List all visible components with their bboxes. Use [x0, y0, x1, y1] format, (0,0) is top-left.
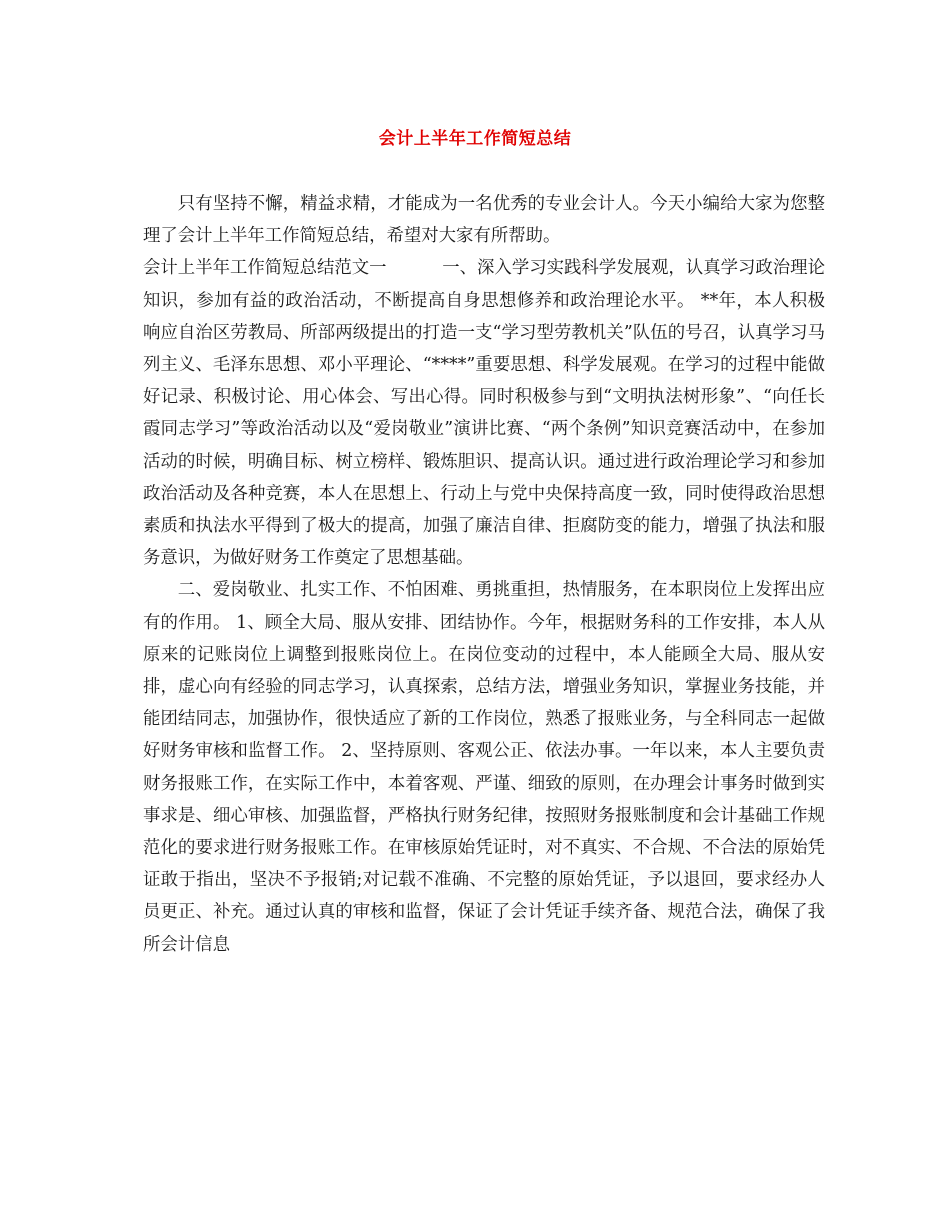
document-title: 会计上半年工作简短总结: [378, 129, 572, 149]
section-label: 会计上半年工作简短总结范文一: [143, 258, 387, 279]
intro-paragraph: 只有坚持不懈，精益求精，才能成为一名优秀的专业会计人。今天小编给大家为您整理了会计上半年工作简短总结，希望对大家有所帮助。: [143, 194, 825, 247]
paragraph-1-text: 一、深入学习实践科学发展观，认真学习政治理论知识，参加有益的政治活动，不断提高自身思想修养和政治理论水平。 **年，本人积极响应自治区劳教局、所部两级提出的打造一支“学习型劳教机关”队伍的号召，认真学习马列主义、毛泽东思想、邓小平理论、“****”重要思想、科学发展观。在学习的过程中能做好记录、积极讨论、用心体会、写出心得。同时积极参与到“文明执法树形象”、“向任长霞同志学习”等政治活动以及“爱岗敬业”演讲比赛、“两个条例”知识竞赛活动中，在参加活动的时候，明确目标、树立榜样、锻炼胆识、提高认识。通过进行政治理论学习和参加政治活动及各种竞赛，本人在思想上、行动上与党中央保持高度一致，同时使得政治思想素质和执法水平得到了极大的提高，加强了廉洁自律、拒腐防变的能力，增强了执法和服务意识，为做好财务工作奠定了思想基础。: [143, 258, 825, 569]
document-body: [143, 188, 825, 961]
section-paragraph-1: [143, 252, 825, 574]
section-paragraph-2: 二、爱岗敬业、扎实工作、不怕困难、勇挑重担，热情服务，在本职岗位上发挥出应有的作用。 1、顾全大局、服从安排、团结协作。今年，根据财务科的工作安排，本人从原来的记账岗位上调整到报账岗位上。在岗位变动的过程中，本人能顾全大局、服从安排，虚心向有经验的同志学习，认真探索，总结方法，增强业务知识，掌握业务技能，并能团结同志，加强协作，很快适应了新的工作岗位，熟悉了报账业务，与全科同志一起做好财务审核和监督工作。 2、坚持原则、客观公正、依法办事。一年以来，本人主要负责财务报账工作，在实际工作中，本着客观、严谨、细致的原则，在办理会计事务时做到实事求是、细心审核、加强监督，严格执行财务纪律，按照财务报账制度和会计基础工作规范化的要求进行财务报账工作。在审核原始凭证时，对不真实、不合规、不合法的原始凭证敢于指出，坚决不予报销;对记载不准确、不完整的原始凭证，予以退回，要求经办人员更正、补充。通过认真的审核和监督，保证了会计凭证手续齐备、规范合法，确保了我所会计信息: [143, 580, 825, 955]
